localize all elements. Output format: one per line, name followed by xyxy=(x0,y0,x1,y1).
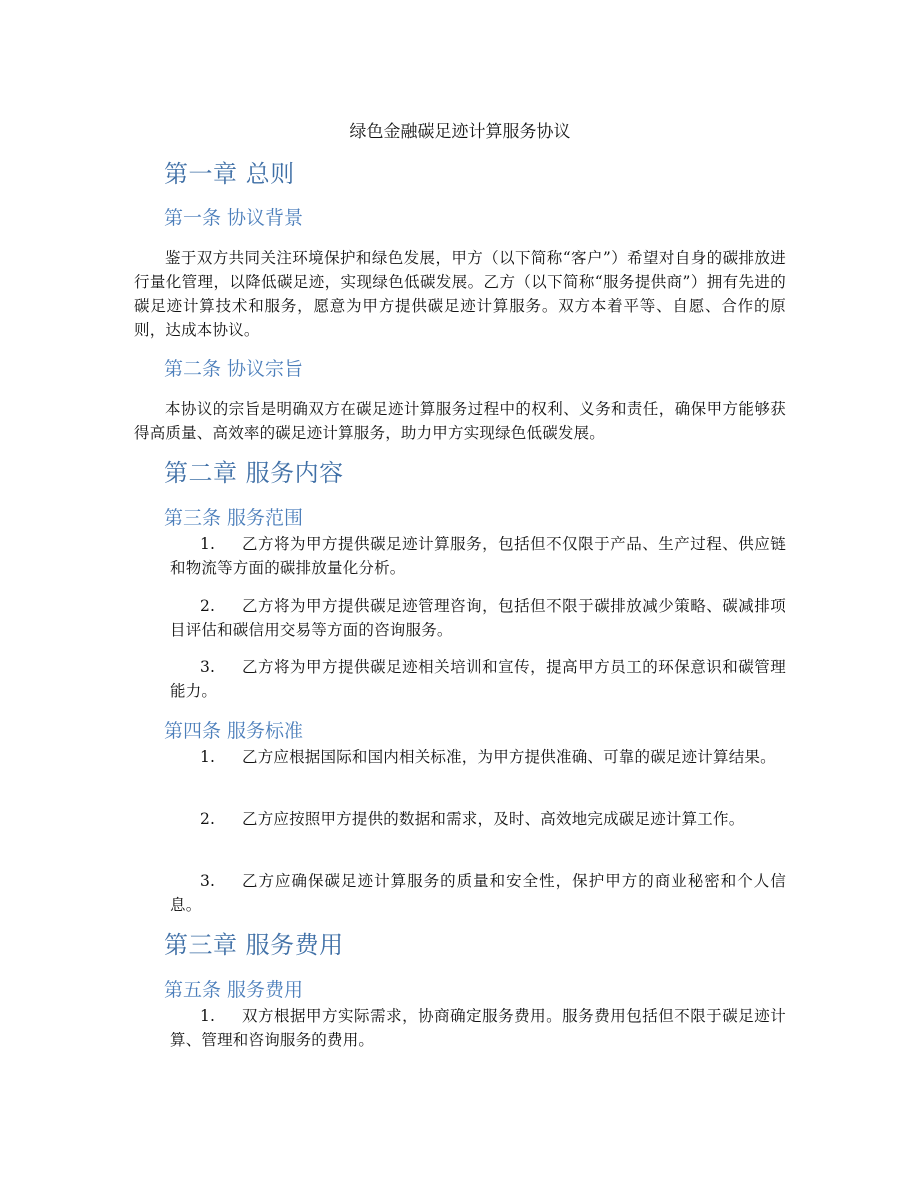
list-item-text: 乙方将为甲方提供碳足迹计算服务，包括但不仅限于产品、生产过程、供应链和物流等方面的碳排放量化分析。 xyxy=(170,535,786,577)
list-item xyxy=(170,532,786,580)
list-item-number: 1. xyxy=(200,1007,216,1025)
article-paragraph-1: 鉴于双方共同关注环境保护和绿色发展，甲方（以下简称“客户”）希望对自身的碳排放进行量化管理，以降低碳足迹，实现绿色低碳发展。乙方（以下简称“服务提供商”）拥有先进的碳足迹计算技术和服务，愿意为甲方提供碳足迹计算服务。双方本着平等、自愿、合作的原则，达成本协议。 xyxy=(134,249,786,339)
list-item xyxy=(170,807,786,831)
list-item-number: 2. xyxy=(200,597,216,615)
list-item xyxy=(170,655,786,703)
chapter-heading-3: 第三章 服务费用 xyxy=(164,931,344,959)
list-item-number: 1. xyxy=(200,748,216,766)
article-heading-4: 第四条 服务标准 xyxy=(164,720,304,742)
chapter-heading-1: 第一章 总则 xyxy=(164,160,295,188)
list-item-text: 乙方应按照甲方提供的数据和需求，及时、高效地完成碳足迹计算工作。 xyxy=(242,810,745,828)
list-item-number: 1. xyxy=(200,535,216,553)
article-heading-2: 第二条 协议宗旨 xyxy=(164,358,304,380)
article-paragraph-2: 本协议的宗旨是明确双方在碳足迹计算服务过程中的权利、义务和责任，确保甲方能够获得高质量、高效率的碳足迹计算服务，助力甲方实现绿色低碳发展。 xyxy=(134,400,786,442)
list-item-number: 2. xyxy=(200,810,216,828)
list-item xyxy=(170,745,786,769)
article-heading-1: 第一条 协议背景 xyxy=(164,207,304,229)
list-item-number: 3. xyxy=(200,658,216,676)
document-title: 绿色金融碳足迹计算服务协议 xyxy=(349,122,571,142)
list-item-text: 乙方将为甲方提供碳足迹管理咨询，包括但不限于碳排放减少策略、碳减排项目评估和碳信用交易等方面的咨询服务。 xyxy=(170,597,786,639)
list-item-number: 3. xyxy=(200,872,216,890)
article-heading-5: 第五条 服务费用 xyxy=(164,979,304,1001)
list-item xyxy=(170,594,786,642)
list-item-text: 乙方应确保碳足迹计算服务的质量和安全性，保护甲方的商业秘密和个人信息。 xyxy=(170,872,786,914)
list-item xyxy=(170,869,786,917)
list-item-text: 乙方将为甲方提供碳足迹相关培训和宣传，提高甲方员工的环保意识和碳管理能力。 xyxy=(170,658,786,700)
list-item-text: 双方根据甲方实际需求，协商确定服务费用。服务费用包括但不限于碳足迹计算、管理和咨询服务的费用。 xyxy=(170,1007,786,1049)
list-item-text: 乙方应根据国际和国内相关标准，为甲方提供准确、可靠的碳足迹计算结果。 xyxy=(242,748,776,766)
list-item xyxy=(170,1004,786,1052)
article-heading-3: 第三条 服务范围 xyxy=(164,507,304,529)
chapter-heading-2: 第二章 服务内容 xyxy=(164,459,344,487)
